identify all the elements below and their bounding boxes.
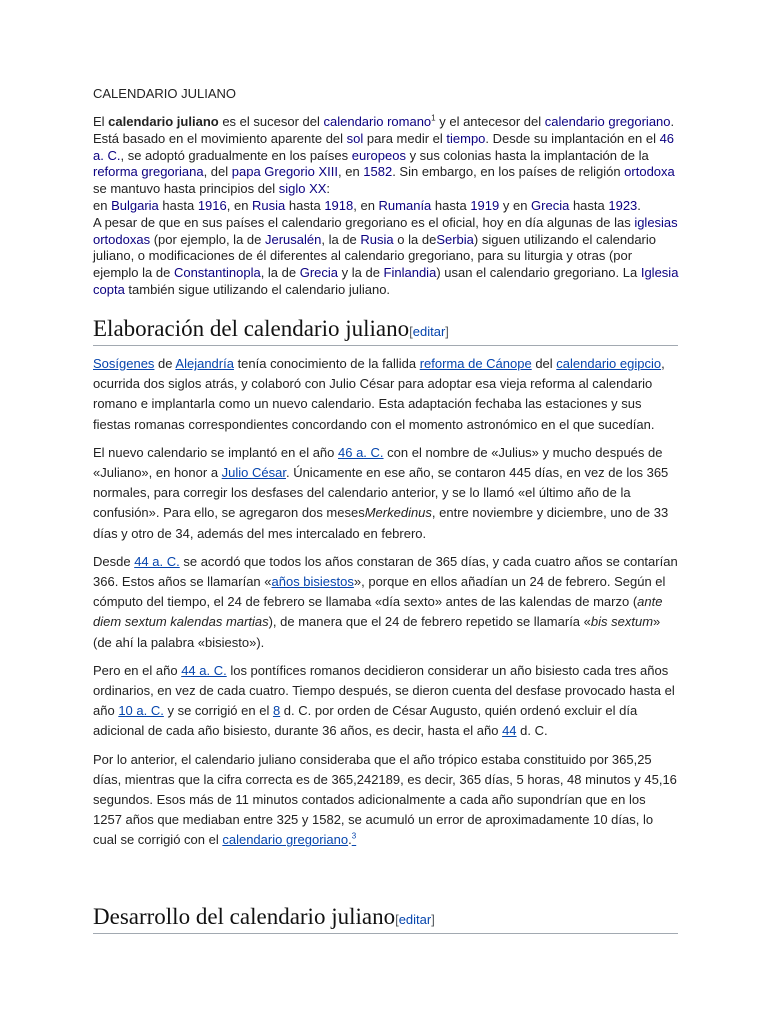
text-run: los pontífices romanos decidieron considerar un año bisiesto cada tres años ordinarios, en vez de cada cuatro. Tiempo después, se dieron cuenta del desfase provocado hasta el año: [93, 662, 675, 719]
text-run: y el antecesor del: [435, 114, 545, 129]
inline-link[interactable]: calendario egipcio: [556, 356, 662, 371]
text-run: para medir el: [363, 130, 447, 146]
text-run: », porque en ellos añadían un 24 de febrero. Según el cómputo del tiempo, el 24 de febrero se llamaba «día sexto» antes de las kalendas de marzo (: [93, 574, 666, 610]
text-run: de: [154, 356, 176, 371]
inline-link[interactable]: años bisiestos: [271, 574, 354, 590]
inline-link[interactable]: sol: [346, 130, 364, 146]
text-run: d. C. por orden de César Augusto, quién ordenó excluir el día adicional de cada año bisiesto, durante 36 años, es decir, hasta el año: [93, 703, 638, 739]
text-run: ), de manera que el 24 de febrero repetido se llamaría «: [268, 614, 591, 630]
inline-link[interactable]: reforma gregoriana: [93, 164, 204, 180]
text-run: tenía conocimiento de la fallida: [233, 356, 420, 371]
text-run: hasta: [431, 197, 471, 213]
text-run: Desde: [93, 553, 135, 569]
inline-link[interactable]: Julio César: [221, 465, 286, 481]
inline-link[interactable]: 10 a. C.: [118, 703, 164, 719]
text-run: (por ejemplo, la de: [150, 231, 265, 247]
text-run: El: [93, 114, 109, 129]
inline-link[interactable]: Rusia: [252, 197, 286, 213]
text-run: , la de: [321, 231, 361, 247]
text-run: es el sucesor del: [218, 114, 324, 129]
body-paragraph: [93, 661, 678, 742]
inline-link[interactable]: Bulgaria: [111, 197, 159, 213]
text-run: .: [637, 197, 641, 213]
section-title: Desarrollo del calendario juliano: [93, 904, 396, 929]
edit-section-link[interactable]: editar: [412, 324, 446, 339]
edit-section-link-wrap: [editar]: [395, 912, 435, 927]
inline-link[interactable]: 44 a. C.: [134, 553, 180, 569]
inline-link[interactable]: Iglesia copta: [93, 265, 679, 297]
text-run: , entre noviembre y diciembre, uno de 33 días y otro de 34, además del mes intercalado en febrero.: [93, 505, 669, 541]
text-run: A pesar de que en sus países el calendario gregoriano es el oficial, hoy en día algunas de las: [93, 214, 635, 230]
inline-link[interactable]: 1916: [197, 197, 227, 213]
text-run: . Desde su implantación en el: [485, 130, 660, 146]
inline-link[interactable]: europeos: [351, 147, 406, 163]
text-run: se acordó que todos los años constaran de 365 días, y cada cuatro años se contarían 366. Estos años se llamarían «: [93, 553, 678, 590]
text-run: » (de ahí la palabra «bisiesto»).: [93, 614, 661, 650]
text-run: , en: [353, 197, 379, 213]
text-run: y se corrigió en el: [163, 703, 273, 719]
inline-link[interactable]: papa Gregorio XIII: [231, 164, 338, 180]
text-run: .: [348, 832, 352, 848]
inline-link[interactable]: 44 a. C.: [181, 662, 227, 678]
inline-link[interactable]: Grecia: [299, 265, 339, 281]
section-body-elaboracion: [93, 354, 678, 859]
inline-link[interactable]: Sosígenes: [93, 356, 155, 371]
inline-link[interactable]: 1919: [470, 197, 500, 213]
body-paragraph: [93, 443, 678, 544]
edit-section-link-wrap: [editar]: [409, 324, 449, 339]
text-run: d. C.: [516, 723, 548, 739]
text-run: Por lo anterior, el calendario juliano consideraba que el año trópico estaba constituido por 365,25 días, mientras que la cifra correcta es de 365,242189, es decir, 365 días, 5 horas, 48 minutos y 45,16 segundos. Esos más de 11 minutos contados adicionalmente a cada año supondrían que en los 1257 años que mediaban entre 325 y 1582, se acumuló un error de aproximadamente 10 días, lo cual se corrigió con el: [93, 751, 677, 848]
body-paragraph: [93, 750, 678, 851]
edit-section-link[interactable]: editar: [398, 912, 432, 927]
inline-link[interactable]: Rusia: [360, 231, 394, 247]
section-heading-elaboracion: [93, 316, 678, 346]
document-title: CALENDARIO JULIANO: [93, 86, 237, 101]
text-run: hasta: [158, 197, 198, 213]
inline-link[interactable]: calendario gregoriano: [222, 832, 349, 848]
body-paragraph: [93, 552, 678, 653]
text-run: y sus colonias hasta la implantación de la: [405, 147, 649, 163]
text-run: hasta: [285, 197, 325, 213]
text-run: y en: [499, 197, 532, 213]
text-run: . Sin embargo, en los países de religión: [392, 164, 625, 180]
section-heading-desarrollo: [93, 904, 678, 934]
inline-link[interactable]: 1582: [363, 164, 393, 180]
inline-link[interactable]: 1918: [324, 197, 354, 213]
inline-link[interactable]: 1923: [608, 197, 638, 213]
inline-link[interactable]: 44: [502, 723, 517, 739]
italic-term: ante diem sextum kalendas martias: [93, 594, 663, 630]
body-paragraph: [93, 354, 678, 435]
inline-link[interactable]: Finlandia: [383, 265, 437, 281]
text-run: , la de: [260, 265, 300, 281]
text-run: o la de: [393, 231, 437, 247]
text-run: en: [93, 197, 112, 213]
inline-link[interactable]: 46 a. C.: [338, 444, 384, 460]
text-run: , ocurrida dos siglos atrás, y colaboró con Julio César para adoptar esa vieja reforma al calendario romano e implantarla como un nuevo calendario. Esta adaptación fechaba las estaciones y sus fiestas romanas correspondientes concordando con el momento astronómico en el que sucedían.: [93, 356, 665, 432]
italic-term: bis sextum: [590, 614, 654, 630]
italic-term: Merkedinus: [364, 505, 432, 521]
text-run: :: [326, 181, 331, 197]
bold-term: calendario juliano: [108, 114, 219, 129]
text-run: , del: [203, 164, 232, 180]
text-run: ) siguen utilizando el calendario juliano, o modificaciones de él diferentes al calendario gregoriano, para su liturgia y otras (por ejemplo la de: [93, 231, 657, 281]
text-run: también sigue utilizando el calendario juliano.: [124, 281, 391, 297]
inline-link[interactable]: calendario romano: [323, 114, 432, 129]
reference-marker: 1: [431, 113, 436, 123]
inline-link[interactable]: reforma de Cánope: [419, 356, 532, 371]
inline-link[interactable]: Constantinopla: [173, 265, 261, 281]
reference-link[interactable]: 3: [351, 832, 357, 842]
text-run: , en: [226, 197, 253, 213]
text-run: Pero en el año: [93, 662, 182, 678]
inline-link[interactable]: Rumanía: [378, 197, 432, 213]
text-run: , se adoptó gradualmente en los países: [120, 147, 352, 163]
intro-paragraph: [93, 114, 679, 299]
inline-link[interactable]: Serbia: [436, 231, 474, 247]
inline-link[interactable]: Jerusalén: [265, 231, 322, 247]
text-run: , en: [337, 164, 364, 180]
inline-link[interactable]: Grecia: [531, 197, 570, 213]
text-run: con el nombre de «Julius» y mucho después de «Juliano», en honor a: [93, 444, 663, 481]
text-run: hasta: [569, 197, 609, 213]
text-run: ) usan el calendario gregoriano. La: [436, 265, 641, 281]
inline-link[interactable]: Alejandría: [175, 356, 234, 371]
inline-link[interactable]: 46 a. C.: [93, 130, 675, 163]
text-run: y la de: [338, 265, 384, 281]
inline-link[interactable]: siglo XX: [278, 181, 327, 197]
text-run: . Únicamente en ese año, se contaron 445 días, en vez de los 365 normales, para corregir los desfases del calendario anterior, y se lo llamó «el último año de la confusión». Para ello, se agregaron dos meses: [93, 465, 669, 521]
text-run: . Está basado en el movimiento aparente del: [93, 114, 675, 146]
inline-link[interactable]: tiempo: [446, 130, 486, 146]
inline-link[interactable]: calendario gregoriano: [544, 114, 671, 129]
inline-link[interactable]: ortodoxa: [624, 164, 675, 180]
inline-link[interactable]: 8: [272, 703, 281, 719]
section-title: Elaboración del calendario juliano: [93, 316, 410, 341]
text-run: del: [531, 356, 557, 371]
inline-link[interactable]: iglesias ortodoxas: [93, 214, 678, 247]
text-run: El nuevo calendario se implantó en el año: [93, 444, 338, 460]
text-run: se mantuvo hasta principios del: [93, 181, 279, 197]
